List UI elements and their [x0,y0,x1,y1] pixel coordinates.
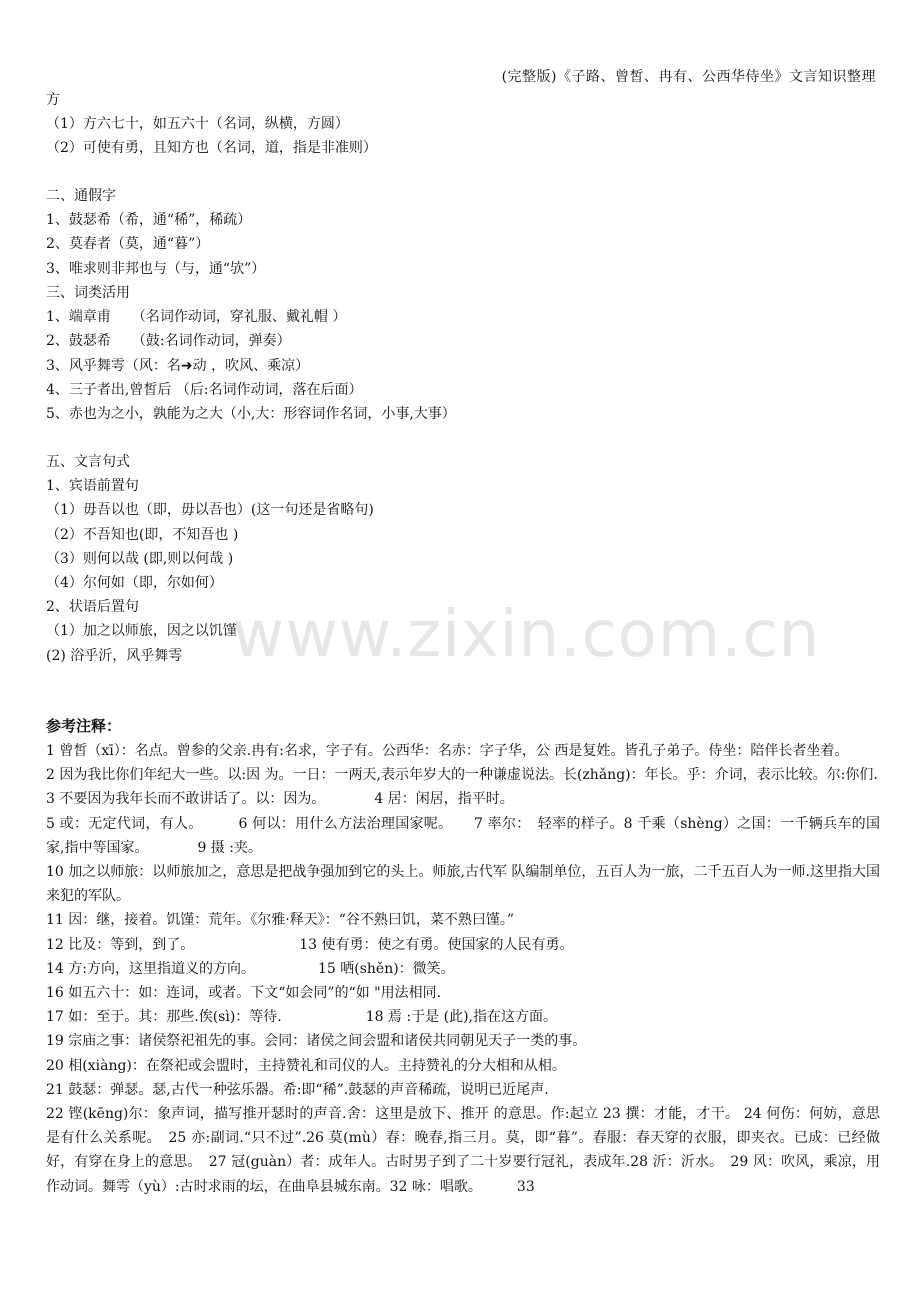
list-item: （3）则何以哉 (即,则以何哉 ) [46,550,234,567]
note-paragraph: 11 因：继，接着。饥馑：荒年。《尔雅·释天》：“谷不熟曰饥，菜不熟曰馑。” [46,912,515,929]
note-paragraph: 21 鼓瑟：弹瑟。瑟,古代一种弦乐器。希:即“稀”.鼓瑟的声音稀疏，说明已近尾声. [46,1081,549,1098]
note-paragraph: 2 因为我比你们年纪大一些。以:因 为。一日：一两天,表示年岁大的一种谦虚说法。长(zhǎng)：年长。乎：介词，表示比较。尔:你们. [46,767,878,784]
list-item: 5、赤也为之小，孰能为之大（小,大：形容词作名词，小事,大事） [46,406,456,423]
note-paragraph: 1 曾皙（xī）：名点。曾参的父亲.冉有:名求，字子有。公西华：名赤：字子华，公 西是复姓。皆孔子弟子。侍坐：陪伴长者坐着。 [46,743,849,759]
list-item: （2）可使有勇，且知方也（名词，道，指是非准则） [46,140,377,157]
list-item: （1）毋吾以也（即，毋以吾也）(这一句还是省略句) [46,502,374,519]
list-item: 1、鼓瑟希（希，通“稀”，稀疏） [46,212,252,229]
note-paragraph: 16 如五六十：如：连词，或者。下文“如会同”的“如 "用法相同. [46,985,442,1002]
list-item: 1、端章甫 （名词作动词，穿礼服、戴礼帽 ） [46,309,347,326]
list-item: 2、状语后置句 [46,599,139,616]
list-item: 2、莫春者（莫，通“暮”） [46,236,210,253]
note-paragraph: 14 方:方向，这里指道义的方向。 15 哂(shěn)：微笑。 [46,960,455,977]
list-item: （4）尔何如（即，尔如何） [46,575,223,592]
note-paragraph: 17 如：至于。其：那些.俟(sì)：等待. 18 焉 :于是 (此),指在这方面。 [46,1009,558,1026]
section-tongjiazi [46,184,880,281]
note-paragraph: 20 相(xiàng)：在祭祀或会盟时，主持赞礼和司仪的人。主持赞礼的分大相和从相。 [46,1057,566,1074]
list-item: （1）方六七十，如五六十（名词，纵横，方圆） [46,116,349,133]
page-header: (完整版)《子路、曾皙、冉有、公西华侍坐》文言知识整理 [501,69,876,85]
list-item: (2) 浴乎沂，风乎舞雩 [46,647,183,664]
list-item: （1）加之以师旅，因之以饥馑 [46,623,237,640]
section-title: 五、文言句式 [46,454,130,470]
list-item: 4、三子者出,曾皙后 （后:名词作动词，落在后面） [46,381,363,398]
note-paragraph: 3 不要因为我年长而不敢讲话了。以：因为。 4 居：闲居，指平时。 [46,791,514,808]
list-item: 3、唯求则非邦也与（与，通“欤”） [46,260,266,277]
note-paragraph: 10 加之以师旅：以师旅加之，意思是把战争强加到它的头上。师旅,古代军 队编制单位，五百人为一旅，二千五百人为一师.这里指大国来犯的军队。 [46,864,880,905]
list-item: 2、鼓瑟希 （鼓:名词作动词，弹奏） [46,333,291,350]
section-title: 二、通假字 [46,188,116,204]
section-jushi [46,450,880,668]
section-title: 三、词类活用 [46,285,130,301]
section-cilei [46,281,880,426]
note-paragraph: 12 比及：等到，到了。 13 使有勇：使之有勇。使国家的人民有勇。 [46,936,574,953]
notes-title: 参考注释： [46,717,122,735]
section-notes [46,713,880,1199]
note-paragraph: 22 铿(kēng)尔：象声词，描写推开瑟时的声音.舍：这里是放下、推开 的意思。作:起立 23 撰：才能，才干。 24 何伤：何妨，意思是有什么关系呢。 25 亦:副词.“只不过”.26 莫(mù）春：晚春,指三月。莫，即“暮”。春服：春天穿的衣服，即夹衣。已成：已经做好，有穿在身上的意思。 27 冠(guàn）者：成年人。古时男子到了二十岁要行冠礼，表成年.28 沂：沂水。 29 风：吹风，乘凉，用作动词。舞雩（yù）:古时求雨的坛，在曲阜县城东南。32 咏：唱歌。 33 [46,1106,880,1195]
list-item: （2）不吾知也(即，不知吾也 ) [46,526,239,543]
note-paragraph: 19 宗庙之事：诸侯祭祀祖先的事。会同：诸侯之间会盟和诸侯共同朝见天子一类的事。 [46,1033,587,1050]
note-paragraph: 5 或：无定代词，有人。 6 何以：用什么方法治理国家呢。 7 率尔： 轻率的样子。8 千乘（shèng）之国：一千辆兵车的国家,指中等国家。 9 摄 :夹。 [46,815,880,856]
list-item: 3、风乎舞雩（风：名➜动 ，吹风、乘凉） [46,357,310,374]
watermark: www.zixin.com.cn [232,598,821,672]
list-item: 1、宾语前置句 [46,478,139,495]
section-fang [46,88,880,161]
section-title: 方 [46,92,60,108]
